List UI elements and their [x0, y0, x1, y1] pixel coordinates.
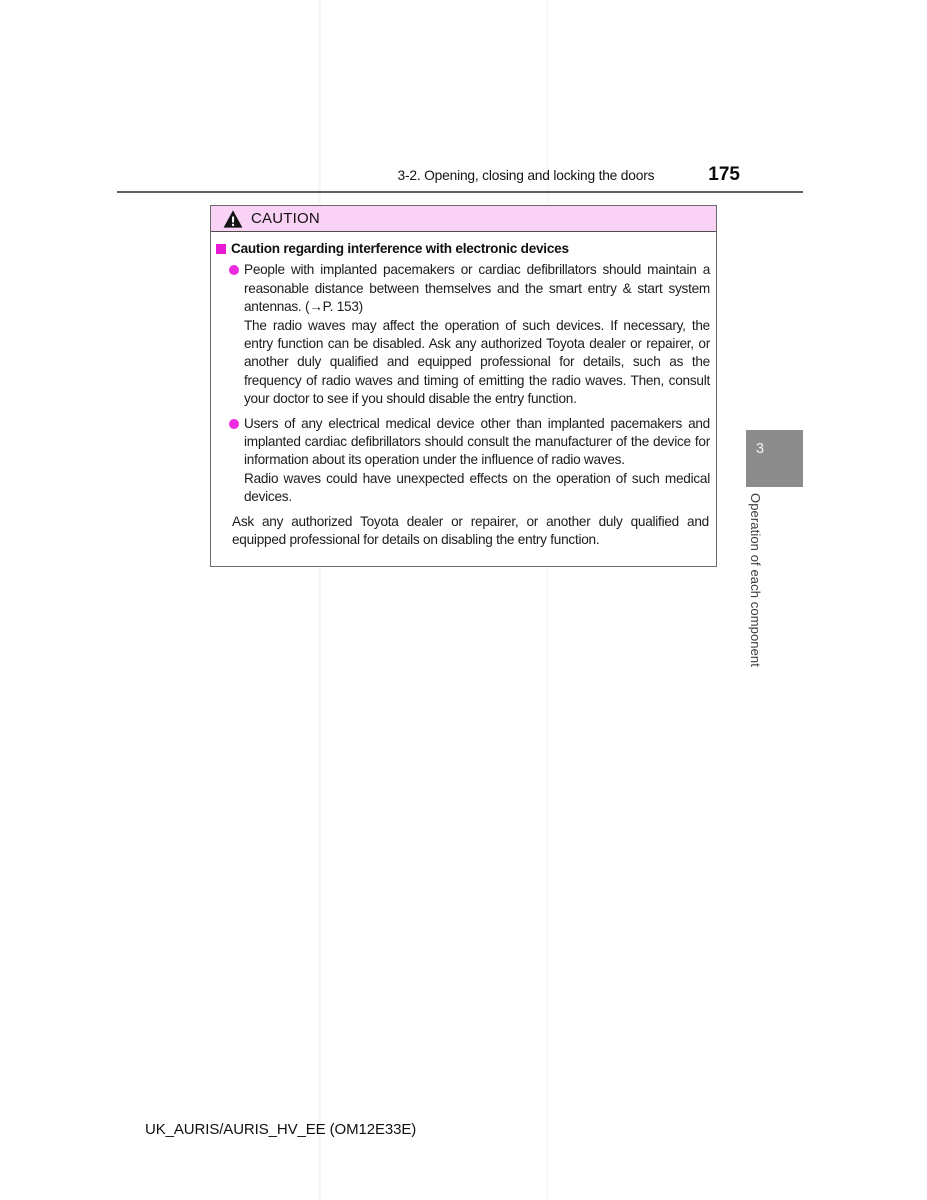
caution-heading: Caution regarding interference with electronic devices — [231, 241, 569, 256]
section-title: 3-2. Opening, closing and locking the doors — [397, 168, 655, 183]
warning-triangle-icon — [223, 210, 243, 228]
bullet-text: Users of any electrical medical device other than implanted pacemakers and implanted cardiac defibrillators should consult the manufacturer of the device for information about its operation under the influence of radio waves. — [244, 415, 710, 468]
list-item — [229, 415, 710, 507]
dot-bullet-icon — [229, 265, 239, 275]
bullet-text: People with implanted pacemakers or cardiac defibrillators should maintain a reasonable distance between themselves and the smart entry & start system antennas. (→P. 153) — [244, 262, 710, 315]
sidebar-chapter-label: Operation of each component — [748, 493, 763, 667]
page-number: 175 — [708, 164, 740, 185]
bullet-continuation: Radio waves could have unexpected effects on the operation of such medical devices. — [244, 470, 710, 505]
bullet-continuation: The radio waves may affect the operation of such devices. If necessary, the entry function can be disabled. Ask any authorized Toyota dealer or repairer, or another duly qualified and equipped professional for details, such as the frequency of radio waves and timing of emitting the radio waves. Then, consult your doctor to see if you should disable the entry function. — [244, 317, 710, 407]
chapter-number: 3 — [756, 441, 765, 457]
caution-heading-row — [216, 240, 710, 258]
page-header — [0, 164, 740, 186]
list-item-content — [244, 261, 710, 408]
caution-box — [210, 205, 717, 567]
caution-label: CAUTION — [251, 210, 320, 227]
caution-body — [211, 232, 716, 566]
list-item-content — [244, 415, 710, 507]
list-item — [229, 261, 710, 408]
footer-code: UK_AURIS/AURIS_HV_EE (OM12E33E) — [145, 1121, 417, 1138]
chapter-tab — [746, 430, 803, 487]
closing-paragraph: Ask any authorized Toyota dealer or repairer, or another duly qualified and equipped professional for details on disabling the entry function. — [232, 513, 709, 548]
caution-header-band — [211, 206, 716, 232]
header-rule — [117, 191, 803, 193]
dot-bullet-icon — [229, 419, 239, 429]
square-bullet-icon — [216, 244, 226, 254]
